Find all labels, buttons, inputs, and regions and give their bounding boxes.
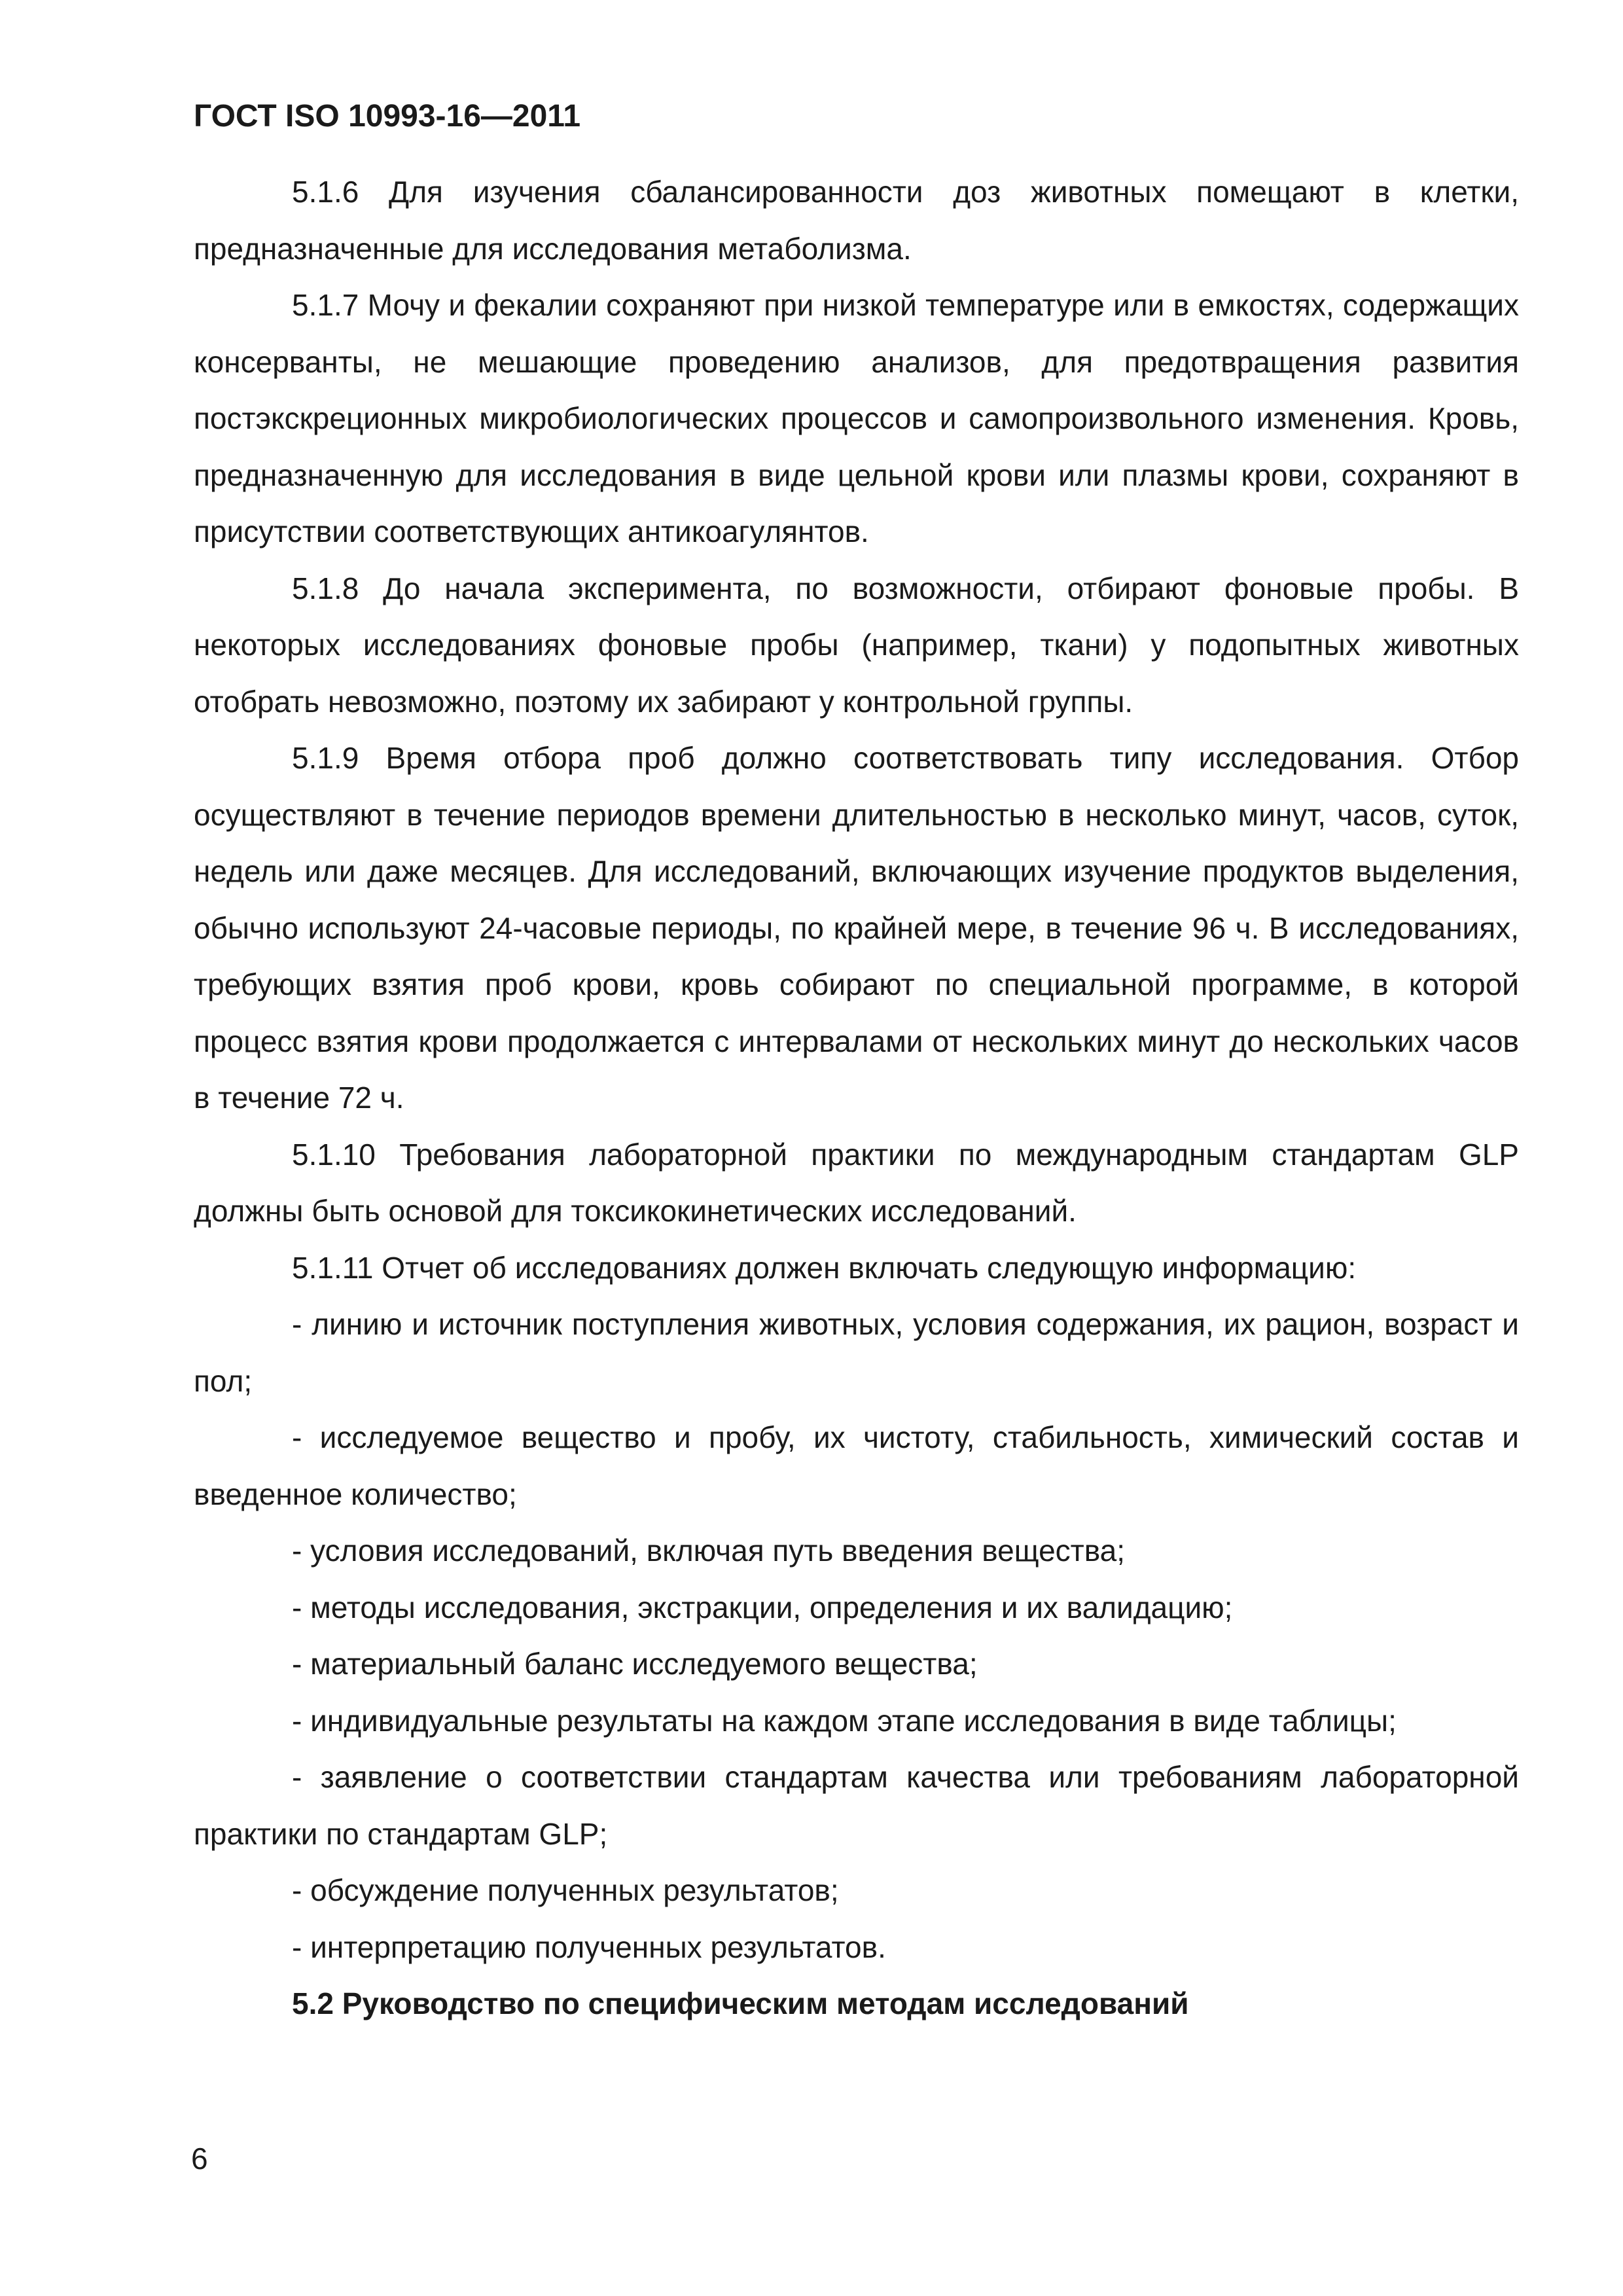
document-body xyxy=(194,164,1519,2032)
list-item-results-table: - индивидуальные результаты на каждом этапе исследования в виде таблицы; xyxy=(292,1703,1397,1738)
paragraph-5-1-9: 5.1.9 Время отбора проб должно соответствовать типу исследования. Отбор осуществляют в течение периодов времени длительностью в несколько минут, часов, суток, недель или даже месяцев. Для исследований, включающих изучение продуктов выделения, обычно используют 24-часовые периоды, по крайней мере, в течение 96 ч. В исследованиях, требующих взятия проб крови, кровь собирают по специальной программе, в которой процесс взятия крови продолжается с интервалами от нескольких минут до нескольких часов в течение 72 ч. xyxy=(194,741,1519,1115)
document-header: ГОСТ ISO 10993-16—2011 xyxy=(194,99,581,134)
page-number: 6 xyxy=(191,2142,208,2176)
list-item-glp-statement: - заявление о соответствии стандартам качества или требованиям лабораторной практики по стандартам GLP; xyxy=(194,1760,1519,1851)
list-item-animals: - линию и источник поступления животных, условия содержания, их рацион, возраст и пол; xyxy=(194,1307,1519,1398)
paragraph-5-1-8: 5.1.8 До начала эксперимента, по возможности, отбирают фоновые пробы. В некоторых исследованиях фоновые пробы (например, ткани) у подопытных животных отобрать невозможно, поэтому их забирают у контрольной группы. xyxy=(194,571,1519,719)
paragraph-5-1-10: 5.1.10 Требования лабораторной практики по международным стандартам GLP должны быть основой для токсикокинетических исследований. xyxy=(194,1137,1519,1228)
paragraph-5-1-11: 5.1.11 Отчет об исследованиях должен включать следующую информацию: xyxy=(292,1250,1357,1285)
section-heading-5-2: 5.2 Руководство по специфическим методам исследований xyxy=(292,1986,1189,2020)
list-item-balance: - материальный баланс исследуемого вещества; xyxy=(292,1647,978,1681)
list-item-methods: - методы исследования, экстракции, определения и их валидацию; xyxy=(292,1590,1233,1624)
list-item-interpretation: - интерпретацию полученных результатов. xyxy=(292,1929,886,1964)
paragraph-5-1-7: 5.1.7 Мочу и фекалии сохраняют при низкой температуре или в емкостях, содержащих консерванты, не мешающие проведению анализов, для предотвращения развития постэкскреционных микробиологических процессов и самопроизвольного изменения. Кровь, предназначенную для исследования в виде цельной крови или плазмы крови, сохраняют в присутствии соответствующих антикоагулянтов. xyxy=(194,288,1519,548)
list-item-substance: - исследуемое вещество и пробу, их чистоту, стабильность, химический состав и введенное количество; xyxy=(194,1420,1519,1511)
list-item-conditions: - условия исследований, включая путь введения вещества; xyxy=(292,1534,1126,1568)
paragraph-5-1-6: 5.1.6 Для изучения сбалансированности доз животных помещают в клетки, предназначенные для исследования метаболизма. xyxy=(194,175,1519,266)
list-item-discussion: - обсуждение полученных результатов; xyxy=(292,1873,839,1907)
